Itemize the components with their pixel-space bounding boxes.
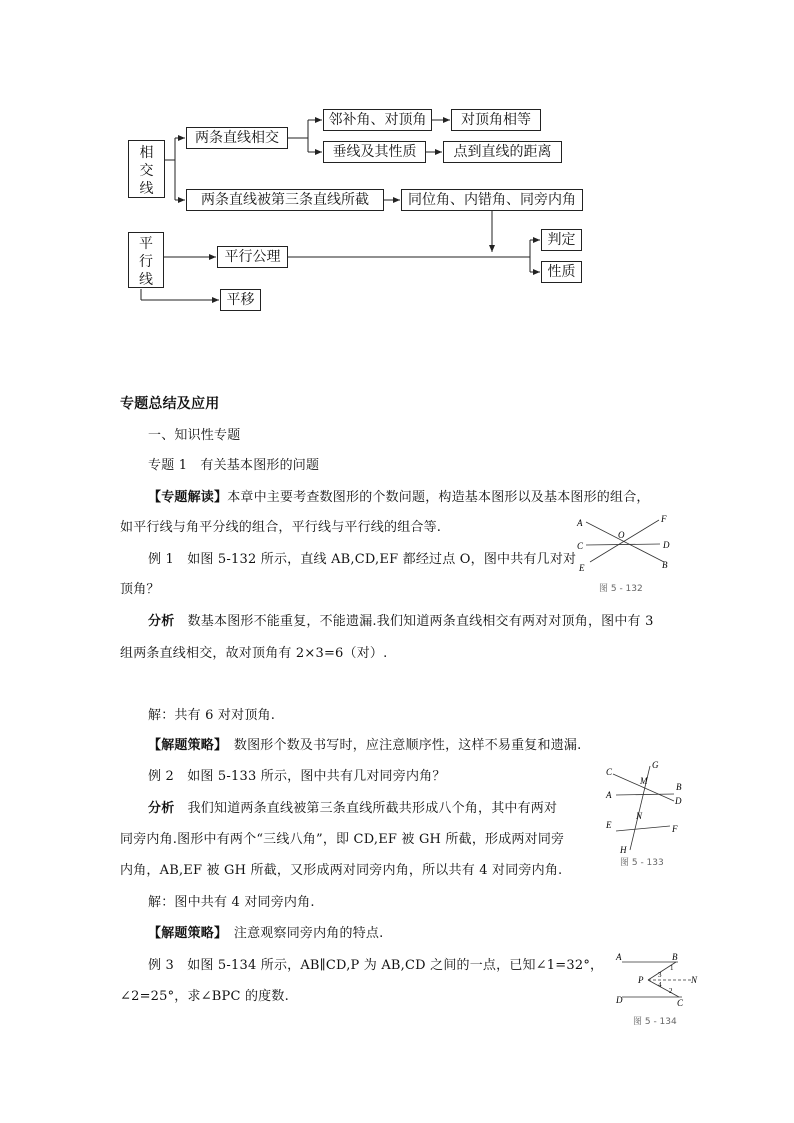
node-perpendicular: 垂线及其性质 [323, 141, 426, 163]
node-parallel-axiom: 平行公理 [217, 246, 288, 268]
example1-line2: 顶角？ [120, 582, 160, 597]
fig132-label-e: E [579, 563, 585, 573]
fig133-label-b: B [676, 782, 682, 792]
root1-char: 线 [139, 181, 154, 197]
fig132-label-f: F [661, 514, 667, 524]
figure-5-134 [612, 950, 712, 1012]
root1-char: 相 [139, 145, 154, 161]
topic-reading-text: 本章中主要考查数图形的个数问题，构造基本图形以及基本图形的组合， [227, 490, 650, 505]
fig133-label-n: N [636, 811, 643, 821]
example1-solution: 解：共有 6 对对顶角. [148, 708, 276, 723]
fig133-label-f: F [672, 824, 678, 834]
example2-analysis-line3: 内角，AB,EF 被 GH 所截，又形成两对同旁内角，所以共有 4 对同旁内角. [120, 863, 563, 878]
strategy-text: 数图形个数及书写时，应注意顺序性，这样不易重复和遗漏. [220, 738, 582, 753]
example1-analysis-line1 [148, 612, 654, 632]
example2-analysis-line1 [148, 799, 557, 819]
fig134-label-a: A [616, 952, 622, 962]
node-two-lines-intersect: 两条直线相交 [186, 127, 288, 149]
example2-solution: 解：图中共有 4 对同旁内角. [148, 895, 315, 910]
topic-reading-line2: 如平行线与角平分线的组合，平行线与平行线的组合等. [120, 520, 442, 535]
figure-5-132-caption: 图 5 - 132 [599, 584, 643, 594]
figure-5-133-caption: 图 5 - 133 [620, 858, 664, 868]
root1-char: 交 [139, 163, 154, 179]
fig134-angle-3: 3 [658, 971, 662, 979]
analysis-text: 数基本图形不能重复，不能遗漏.我们知道两条直线相交有两对对顶角，图中有 3 [174, 614, 654, 629]
fig133-label-h: H [620, 845, 627, 855]
node-judgement: 判定 [541, 229, 582, 251]
root2-char: 线 [139, 272, 153, 288]
fig134-label-n: N [691, 975, 698, 985]
fig132-label-d: D [663, 540, 670, 550]
part-heading: 一、知识性专题 [148, 428, 241, 443]
fig133-label-a: A [606, 790, 612, 800]
root2-char: 行 [139, 254, 153, 270]
root-intersecting-lines [128, 140, 165, 198]
example2-strategy [148, 924, 383, 944]
fig134-label-b: B [672, 952, 678, 962]
strategy-label: 【解题策略】 [148, 926, 221, 941]
node-vertical-angles-equal: 对顶角相等 [451, 109, 541, 131]
topic-reading-label: 【专题解读】 [148, 490, 228, 505]
fig134-label-p: P [638, 975, 644, 985]
fig133-label-d: D [675, 796, 682, 806]
node-point-line-distance: 点到直线的距离 [443, 141, 562, 163]
concept-map [0, 0, 794, 330]
fig133-label-m: M [640, 776, 648, 786]
concept-map-connectors [0, 0, 794, 330]
root2-char: 平 [139, 236, 153, 252]
example1-strategy [148, 736, 581, 756]
fig132-label-o: O [618, 530, 625, 540]
strategy-label: 【解题策略】 [148, 738, 221, 753]
fig133-label-c: C [606, 767, 613, 777]
figure-5-133 [598, 760, 698, 855]
fig133-label-g: G [652, 760, 659, 770]
example3-line1: 例 3 如图 5-134 所示，AB∥CD,P 为 AB,CD 之间的一点，已知∠1=32°， [148, 958, 604, 973]
fig134-label-c: C [677, 998, 684, 1008]
strategy-text: 注意观察同旁内角的特点. [220, 926, 384, 941]
fig132-label-c: C [577, 541, 584, 551]
figure-5-134-caption: 图 5 - 134 [633, 1017, 677, 1027]
node-angle-types: 同位角、内错角、同旁内角 [401, 189, 583, 211]
fig132-label-a: A [577, 518, 583, 528]
fig133-label-e: E [606, 820, 612, 830]
node-property: 性质 [541, 261, 582, 283]
analysis-label: 分析 [148, 801, 175, 816]
root-parallel-lines [128, 232, 164, 288]
node-transversal: 两条直线被第三条直线所截 [186, 189, 384, 211]
node-adjacent-vertical-angles: 邻补角、对顶角 [323, 109, 432, 131]
example2-line1: 例 2 如图 5-133 所示，图中共有几对同旁内角？ [148, 769, 446, 784]
fig134-angle-1: 1 [670, 964, 674, 972]
fig134-label-d: D [616, 995, 623, 1005]
fig134-angle-4: 4 [658, 981, 662, 989]
example2-analysis-line2: 同旁内角.图形中有两个“三线八角”，即 CD,EF 被 GH 所截，形成两对同旁 [120, 832, 565, 847]
topic-heading: 专题 1 有关基本图形的问题 [148, 458, 320, 473]
analysis-text: 我们知道两条直线被第三条直线所截共形成八个角，其中有两对 [174, 801, 558, 816]
fig132-label-b: B [662, 560, 668, 570]
analysis-label: 分析 [148, 614, 175, 629]
topic-reading-line1 [148, 488, 650, 508]
fig134-angle-2: 2 [669, 987, 673, 995]
example3-line2: ∠2=25°，求∠BPC 的度数. [120, 989, 289, 1004]
example1-analysis-line2: 组两条直线相交，故对顶角有 2×3=6（对）. [120, 646, 388, 661]
section-title: 专题总结及应用 [120, 396, 220, 412]
node-translation: 平移 [220, 289, 261, 311]
example1-line1: 例 1 如图 5-132 所示，直线 AB,CD,EF 都经过点 O，图中共有几对对 [148, 552, 577, 567]
